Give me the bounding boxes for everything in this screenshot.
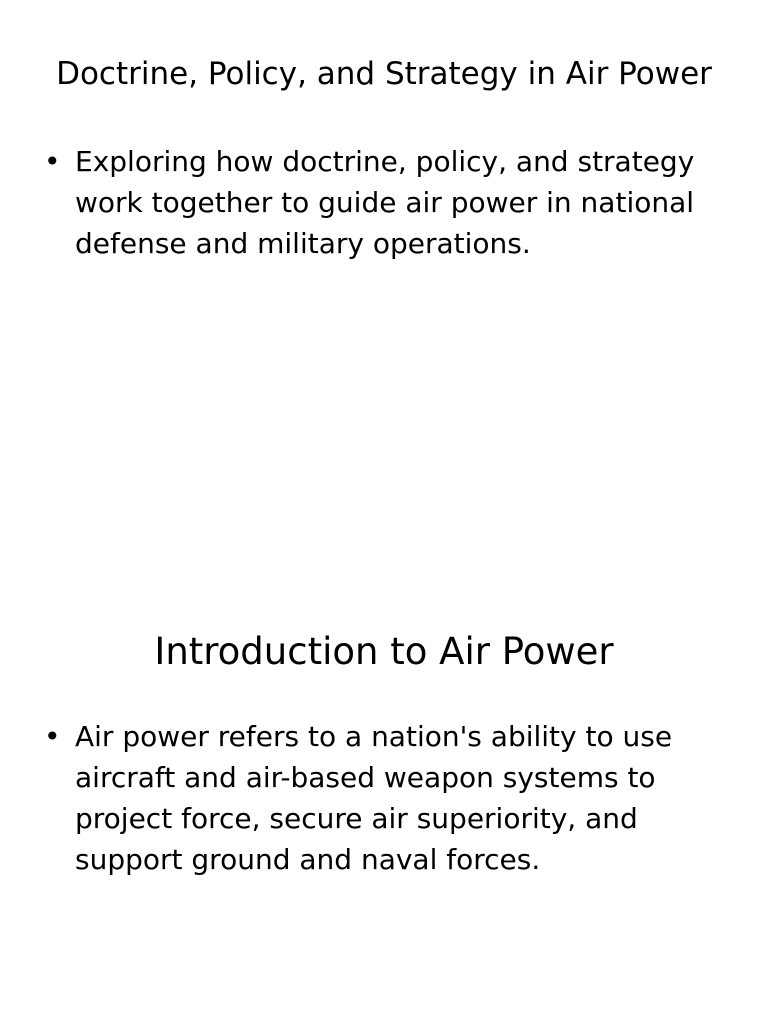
- slide-title: Doctrine, Policy, and Strategy in Air Power: [56, 56, 712, 92]
- bullet-line: Exploring how doctrine, policy, and strategy: [75, 145, 695, 178]
- bullet-item: [44, 716, 734, 880]
- bullet-line: support ground and naval forces.: [75, 843, 541, 876]
- bullet-line: work together to guide air power in national: [75, 186, 695, 219]
- slide-title: Introduction to Air Power: [154, 630, 614, 673]
- bullet-line: project force, secure air superiority, and: [75, 802, 638, 835]
- bullet-line: defense and military operations.: [75, 227, 531, 260]
- bullet-line: aircraft and air-based weapon systems to: [75, 761, 656, 794]
- bullet-marker: •: [44, 720, 61, 753]
- bullet-list: [44, 141, 734, 264]
- bullet-line: Air power refers to a nation's ability to use: [75, 720, 673, 753]
- slide-introduction-air-power: [0, 576, 768, 1024]
- bullet-marker: •: [44, 145, 61, 178]
- bullet-list: [44, 716, 734, 880]
- bullet-item: [44, 141, 734, 264]
